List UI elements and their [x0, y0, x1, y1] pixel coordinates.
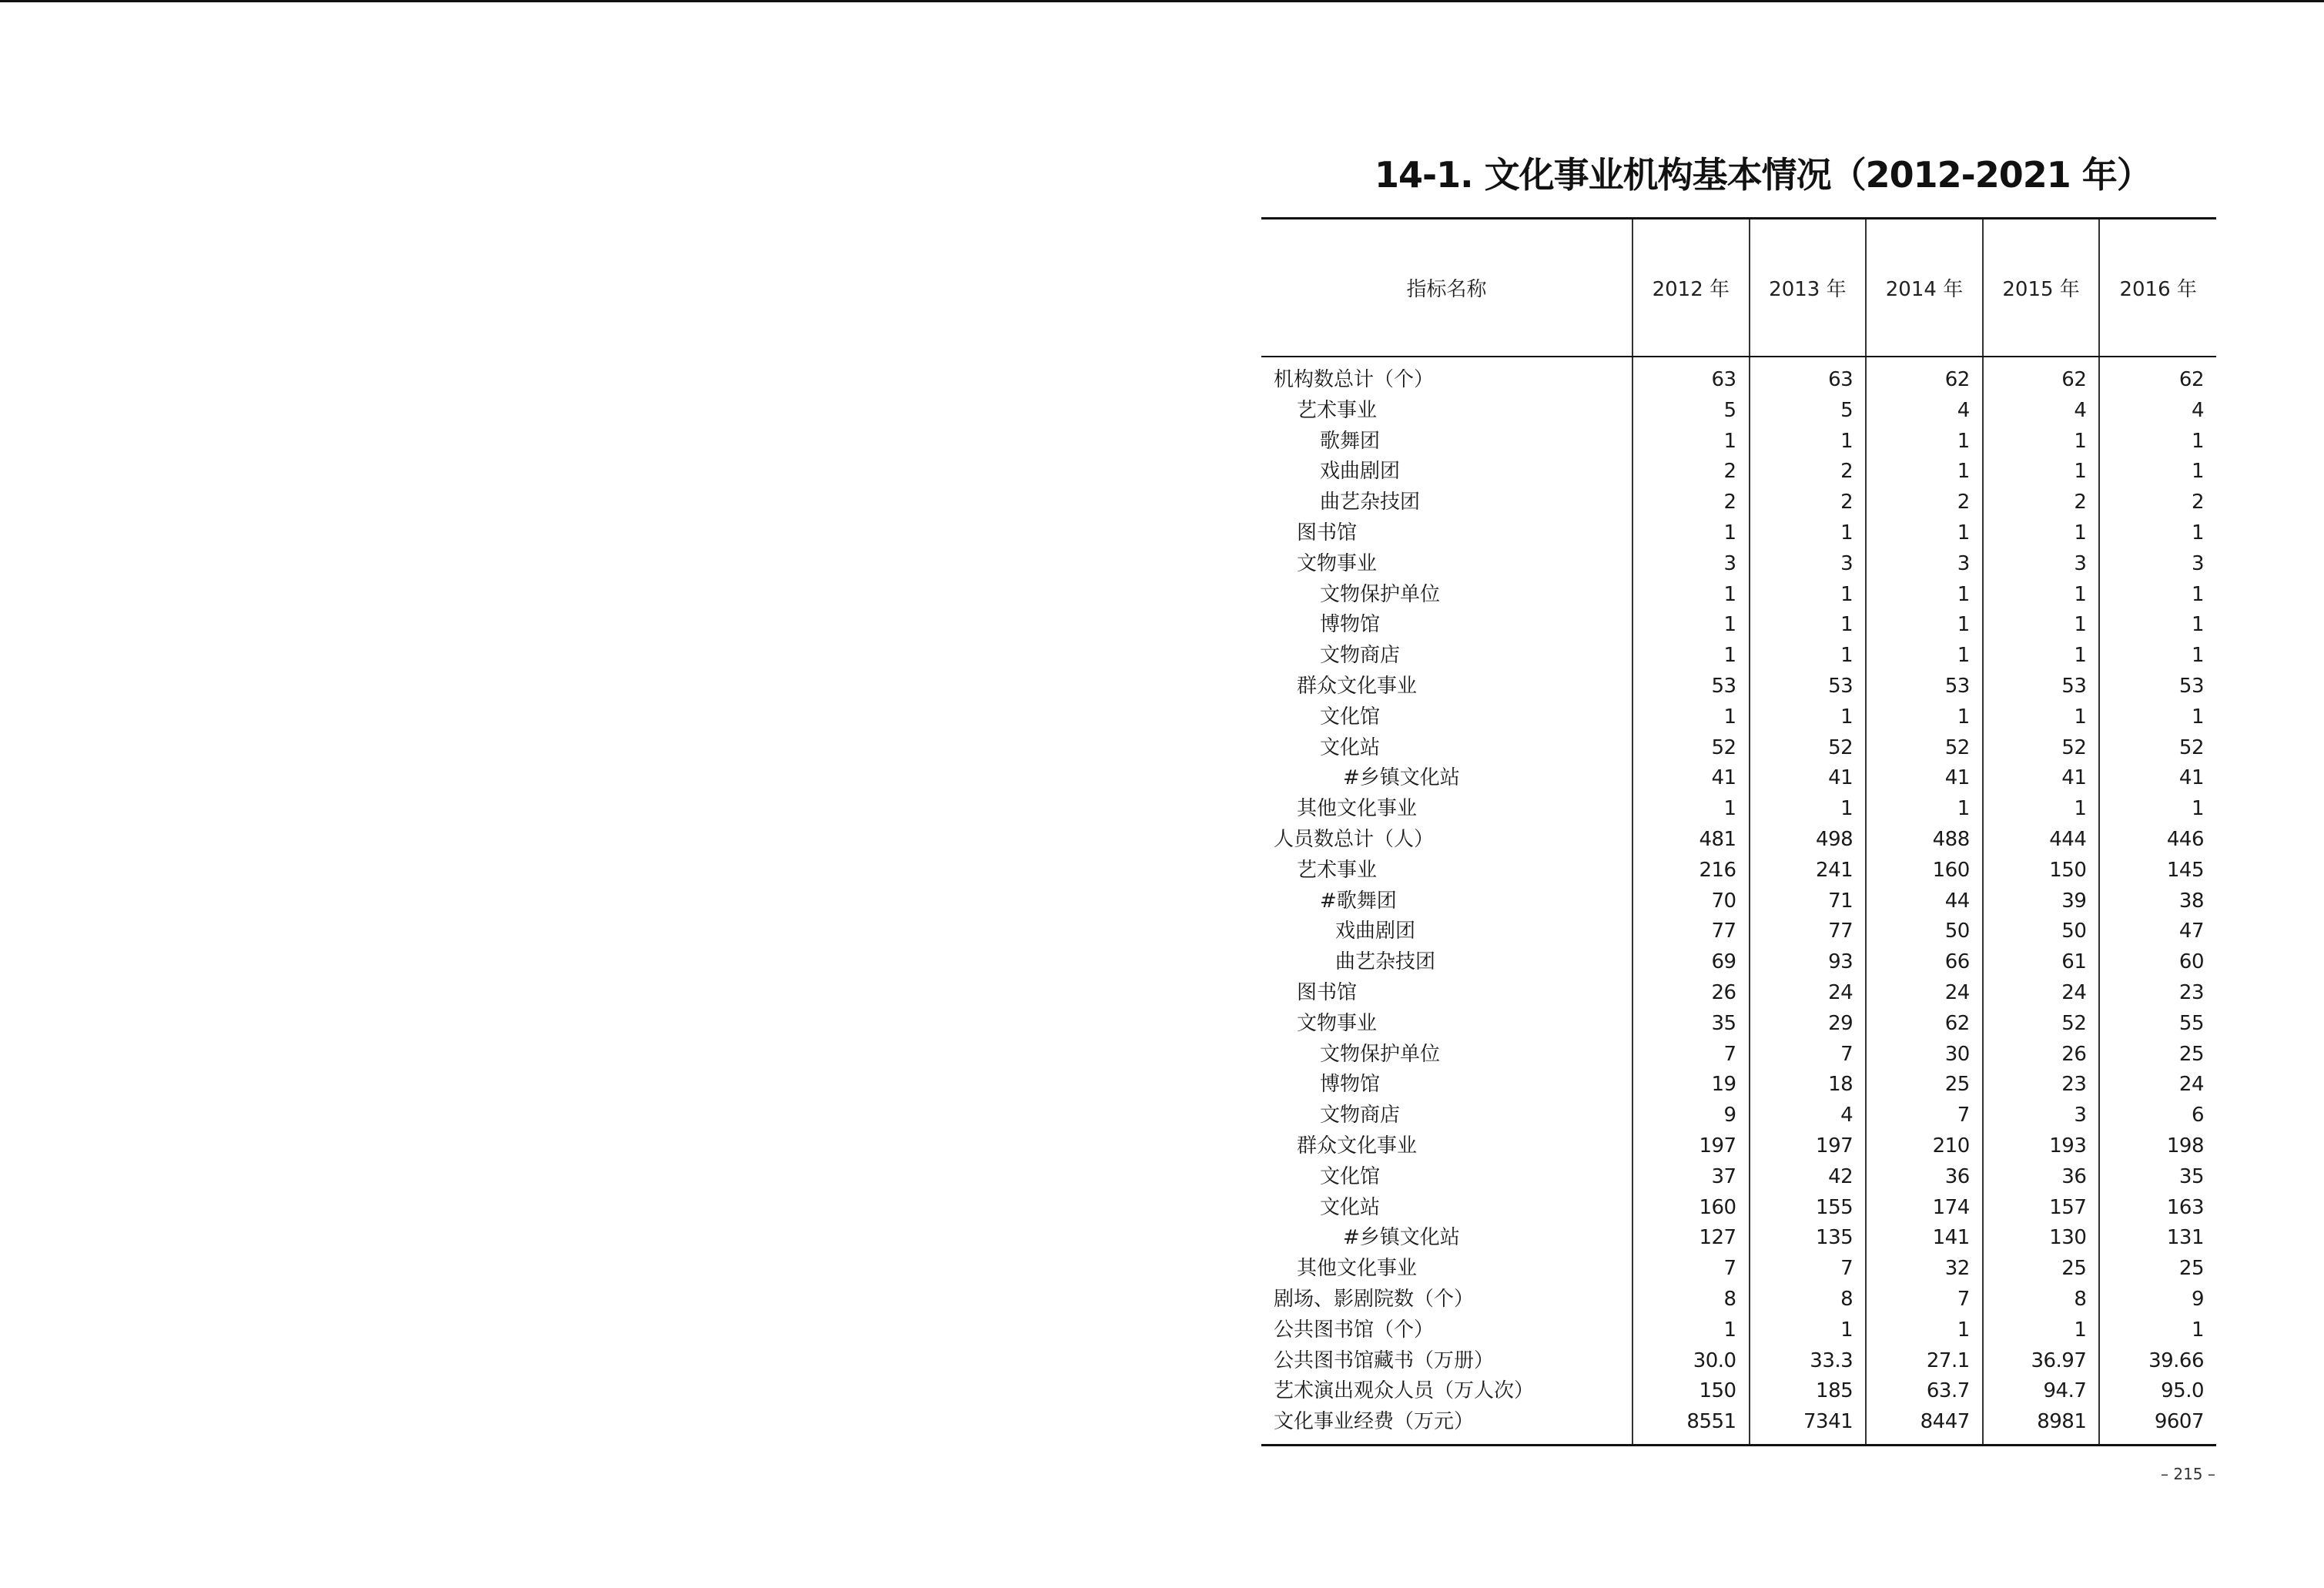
cell-value: 77: [1632, 916, 1750, 947]
cell-value: 23: [2099, 978, 2216, 1009]
cell-value: 24: [1866, 978, 1983, 1009]
statistics-table: [1261, 217, 2216, 1446]
cell-value: 39: [1983, 886, 2100, 917]
cell-value: 24: [1983, 978, 2100, 1009]
cell-value: 498: [1750, 825, 1867, 856]
cell-value: 1: [1632, 580, 1750, 611]
cell-value: 6: [2099, 1101, 2216, 1131]
cell-value: 2: [2099, 487, 2216, 518]
header-year: 2012 年: [1632, 219, 1750, 357]
cell-value: 63.7: [1866, 1376, 1983, 1407]
cell-value: 7: [1750, 1040, 1867, 1070]
cell-value: 26: [1983, 1040, 2100, 1070]
table-row: [1261, 610, 2216, 641]
cell-value: 41: [1750, 763, 1867, 794]
cell-value: 53: [1632, 672, 1750, 702]
cell-value: 131: [2099, 1223, 2216, 1254]
cell-value: 8981: [1983, 1407, 2100, 1445]
cell-value: 7: [1866, 1101, 1983, 1131]
cell-value: 1: [1750, 1315, 1867, 1346]
row-label: 文化馆: [1320, 705, 1381, 729]
header-indicator-name: 指标名称: [1261, 219, 1632, 357]
cell-value: 4: [1750, 1101, 1867, 1131]
row-label: 文物商店: [1320, 644, 1401, 668]
cell-value: 1: [1750, 641, 1867, 672]
cell-value: 53: [2099, 672, 2216, 702]
row-label: 公共图书馆（个）: [1274, 1318, 1435, 1342]
cell-value: 50: [1983, 916, 2100, 947]
table-row: [1261, 1254, 2216, 1285]
cell-value: 141: [1866, 1223, 1983, 1254]
cell-value: 63: [1632, 357, 1750, 396]
table-body: [1261, 357, 2216, 1445]
page-title: 14-1. 文化事业机构基本情况（2012-2021 年）: [1375, 153, 2152, 196]
cell-value: 193: [1983, 1131, 2100, 1162]
table-row: [1261, 1070, 2216, 1101]
cell-value: 216: [1632, 856, 1750, 886]
cell-value: 1: [1632, 702, 1750, 733]
table-row: [1261, 1131, 2216, 1162]
cell-value: 3: [1983, 549, 2100, 580]
table-row: [1261, 641, 2216, 672]
row-label: 其他文化事业: [1297, 1257, 1418, 1281]
cell-value: 8447: [1866, 1407, 1983, 1445]
row-label: 机构数总计（个）: [1274, 368, 1435, 391]
table-row: [1261, 886, 2216, 917]
cell-value: 1: [2099, 610, 2216, 641]
cell-value: 1: [1632, 427, 1750, 457]
cell-value: 35: [1632, 1009, 1750, 1040]
cell-value: 2: [1866, 487, 1983, 518]
row-label: #歌舞团: [1320, 889, 1397, 913]
row-label: 曲艺杂技团: [1320, 491, 1421, 514]
cell-value: 2: [1632, 457, 1750, 487]
cell-value: 1: [1866, 1315, 1983, 1346]
cell-value: 9: [2099, 1285, 2216, 1315]
cell-value: 37: [1632, 1162, 1750, 1193]
cell-value: 1: [1983, 427, 2100, 457]
cell-value: 1: [2099, 457, 2216, 487]
cell-value: 18: [1750, 1070, 1867, 1101]
cell-value: 41: [1632, 763, 1750, 794]
table-row: [1261, 549, 2216, 580]
cell-value: 150: [1983, 856, 2100, 886]
cell-value: 1: [2099, 427, 2216, 457]
cell-value: 30.0: [1632, 1346, 1750, 1377]
table-row: [1261, 357, 2216, 396]
row-label: 戏曲剧团: [1335, 920, 1416, 943]
table-row: [1261, 1285, 2216, 1315]
cell-value: 70: [1632, 886, 1750, 917]
cell-value: 39.66: [2099, 1346, 2216, 1377]
cell-value: 1: [1750, 610, 1867, 641]
cell-value: 44: [1866, 886, 1983, 917]
cell-value: 1: [1983, 702, 2100, 733]
header-year: 2015 年: [1983, 219, 2100, 357]
cell-value: 19: [1632, 1070, 1750, 1101]
table-row: [1261, 1162, 2216, 1193]
cell-value: 38: [2099, 886, 2216, 917]
row-label: 人员数总计（人）: [1274, 827, 1435, 851]
cell-value: 47: [2099, 916, 2216, 947]
cell-value: 24: [2099, 1070, 2216, 1101]
table-row: [1261, 396, 2216, 427]
cell-value: 1: [1983, 580, 2100, 611]
cell-value: 1: [1750, 518, 1867, 549]
table-row: [1261, 672, 2216, 702]
row-label: 文物事业: [1297, 1011, 1378, 1035]
cell-value: 3: [1866, 549, 1983, 580]
cell-value: 1: [1750, 580, 1867, 611]
cell-value: 53: [1983, 672, 2100, 702]
cell-value: 7: [1866, 1285, 1983, 1315]
cell-value: 9: [1632, 1101, 1750, 1131]
row-label: 博物馆: [1320, 613, 1381, 637]
table-row: [1261, 457, 2216, 487]
cell-value: 2: [1983, 487, 2100, 518]
cell-value: 7: [1632, 1040, 1750, 1070]
cell-value: 27.1: [1866, 1346, 1983, 1377]
cell-value: 32: [1866, 1254, 1983, 1285]
row-label: 文化站: [1320, 735, 1381, 759]
cell-value: 198: [2099, 1131, 2216, 1162]
cell-value: 1: [1866, 427, 1983, 457]
cell-value: 1: [1983, 518, 2100, 549]
table-row: [1261, 825, 2216, 856]
cell-value: 94.7: [1983, 1376, 2100, 1407]
table-row: [1261, 427, 2216, 457]
cell-value: 1: [2099, 641, 2216, 672]
cell-value: 4: [1866, 396, 1983, 427]
cell-value: 488: [1866, 825, 1983, 856]
cell-value: 53: [1866, 672, 1983, 702]
table-row: [1261, 947, 2216, 978]
cell-value: 7: [1750, 1254, 1867, 1285]
cell-value: 62: [1866, 1009, 1983, 1040]
cell-value: 7: [1632, 1254, 1750, 1285]
table-row: [1261, 856, 2216, 886]
cell-value: 150: [1632, 1376, 1750, 1407]
cell-value: 4: [2099, 396, 2216, 427]
cell-value: 25: [2099, 1254, 2216, 1285]
row-label: 文化事业经费（万元）: [1274, 1410, 1475, 1434]
cell-value: 36.97: [1983, 1346, 2100, 1377]
table-row: [1261, 580, 2216, 611]
cell-value: 1: [2099, 794, 2216, 825]
cell-value: 50: [1866, 916, 1983, 947]
cell-value: 241: [1750, 856, 1867, 886]
table-row: [1261, 1407, 2216, 1445]
table-header-row: [1261, 219, 2216, 357]
cell-value: 1: [1866, 702, 1983, 733]
cell-value: 52: [1632, 733, 1750, 764]
cell-value: 1: [1750, 427, 1867, 457]
cell-value: 71: [1750, 886, 1867, 917]
row-label: 曲艺杂技团: [1335, 950, 1436, 974]
cell-value: 25: [1866, 1070, 1983, 1101]
cell-value: 36: [1983, 1162, 2100, 1193]
cell-value: 61: [1983, 947, 2100, 978]
statistics-table-container: [1261, 217, 2216, 1446]
cell-value: 35: [2099, 1162, 2216, 1193]
cell-value: 25: [2099, 1040, 2216, 1070]
cell-value: 1: [1750, 702, 1867, 733]
cell-value: 41: [2099, 763, 2216, 794]
row-label: 群众文化事业: [1297, 674, 1418, 698]
cell-value: 8: [1983, 1285, 2100, 1315]
cell-value: 197: [1750, 1131, 1867, 1162]
top-border-rule: [0, 0, 2324, 2]
row-label: 文物商店: [1320, 1104, 1401, 1127]
table-row: [1261, 518, 2216, 549]
cell-value: 1: [1866, 610, 1983, 641]
row-label: 文物保护单位: [1320, 1042, 1441, 1066]
cell-value: 160: [1632, 1193, 1750, 1224]
cell-value: 23: [1983, 1070, 2100, 1101]
cell-value: 26: [1632, 978, 1750, 1009]
cell-value: 210: [1866, 1131, 1983, 1162]
row-label: 群众文化事业: [1297, 1134, 1418, 1157]
cell-value: 4: [1983, 396, 2100, 427]
row-label: 剧场、影剧院数（个）: [1274, 1287, 1475, 1311]
cell-value: 66: [1866, 947, 1983, 978]
cell-value: 2: [1632, 487, 1750, 518]
cell-value: 55: [2099, 1009, 2216, 1040]
table-row: [1261, 1193, 2216, 1224]
cell-value: 24: [1750, 978, 1867, 1009]
cell-value: 135: [1750, 1223, 1867, 1254]
table-row: [1261, 1346, 2216, 1377]
header-year: 2013 年: [1750, 219, 1867, 357]
cell-value: 1: [2099, 1315, 2216, 1346]
row-label: 图书馆: [1297, 980, 1358, 1004]
cell-value: 1: [1866, 518, 1983, 549]
cell-value: 60: [2099, 947, 2216, 978]
cell-value: 8: [1632, 1285, 1750, 1315]
cell-value: 157: [1983, 1193, 2100, 1224]
cell-value: 3: [1750, 549, 1867, 580]
cell-value: 1: [1632, 794, 1750, 825]
cell-value: 62: [1866, 357, 1983, 396]
row-label: 文化站: [1320, 1195, 1381, 1219]
cell-value: 52: [2099, 733, 2216, 764]
table-row: [1261, 916, 2216, 947]
row-label: 艺术事业: [1297, 858, 1378, 882]
cell-value: 5: [1632, 396, 1750, 427]
cell-value: 41: [1983, 763, 2100, 794]
cell-value: 69: [1632, 947, 1750, 978]
cell-value: 1: [1983, 794, 2100, 825]
cell-value: 174: [1866, 1193, 1983, 1224]
cell-value: 52: [1866, 733, 1983, 764]
row-label: 艺术演出观众人员（万人次）: [1274, 1379, 1535, 1403]
cell-value: 1: [1866, 641, 1983, 672]
row-label: #乡镇文化站: [1343, 1226, 1460, 1250]
cell-value: 52: [1983, 1009, 2100, 1040]
row-label: 文物保护单位: [1320, 582, 1441, 606]
cell-value: 1: [1983, 1315, 2100, 1346]
row-label: #乡镇文化站: [1343, 766, 1460, 790]
cell-value: 1: [1983, 457, 2100, 487]
cell-value: 1: [1632, 641, 1750, 672]
row-label: 文化馆: [1320, 1164, 1381, 1188]
cell-value: 95.0: [2099, 1376, 2216, 1407]
cell-value: 42: [1750, 1162, 1867, 1193]
row-label: 戏曲剧团: [1320, 460, 1401, 484]
cell-value: 2: [1750, 487, 1867, 518]
table-row: [1261, 733, 2216, 764]
cell-value: 1: [1632, 1315, 1750, 1346]
row-label: 歌舞团: [1320, 429, 1381, 453]
header-year: 2016 年: [2099, 219, 2216, 357]
cell-value: 1: [1983, 641, 2100, 672]
row-label: 图书馆: [1297, 521, 1358, 544]
cell-value: 93: [1750, 947, 1867, 978]
row-label: 其他文化事业: [1297, 797, 1418, 821]
cell-value: 25: [1983, 1254, 2100, 1285]
cell-value: 155: [1750, 1193, 1867, 1224]
row-label: 公共图书馆藏书（万册）: [1274, 1348, 1495, 1372]
cell-value: 1: [1750, 794, 1867, 825]
table-row: [1261, 1009, 2216, 1040]
table-row: [1261, 763, 2216, 794]
cell-value: 127: [1632, 1223, 1750, 1254]
cell-value: 1: [1632, 518, 1750, 549]
row-label: 博物馆: [1320, 1073, 1381, 1097]
cell-value: 7341: [1750, 1407, 1867, 1445]
cell-value: 160: [1866, 856, 1983, 886]
row-label: 文物事业: [1297, 551, 1378, 575]
cell-value: 52: [1750, 733, 1867, 764]
cell-value: 1: [2099, 518, 2216, 549]
cell-value: 2: [1750, 457, 1867, 487]
cell-value: 1: [1632, 610, 1750, 641]
cell-value: 62: [2099, 357, 2216, 396]
header-year: 2014 年: [1866, 219, 1983, 357]
cell-value: 1: [2099, 580, 2216, 611]
cell-value: 481: [1632, 825, 1750, 856]
cell-value: 63: [1750, 357, 1867, 396]
cell-value: 185: [1750, 1376, 1867, 1407]
cell-value: 163: [2099, 1193, 2216, 1224]
cell-value: 446: [2099, 825, 2216, 856]
table-row: [1261, 978, 2216, 1009]
cell-value: 1: [2099, 702, 2216, 733]
cell-value: 29: [1750, 1009, 1867, 1040]
cell-value: 30: [1866, 1040, 1983, 1070]
cell-value: 62: [1983, 357, 2100, 396]
cell-value: 1: [1983, 610, 2100, 641]
cell-value: 41: [1866, 763, 1983, 794]
cell-value: 145: [2099, 856, 2216, 886]
cell-value: 9607: [2099, 1407, 2216, 1445]
cell-value: 5: [1750, 396, 1867, 427]
table-row: [1261, 702, 2216, 733]
row-label: 艺术事业: [1297, 398, 1378, 422]
table-row: [1261, 1223, 2216, 1254]
cell-value: 1: [1866, 457, 1983, 487]
cell-value: 444: [1983, 825, 2100, 856]
page-number: – 215 –: [2161, 1465, 2215, 1483]
table-row: [1261, 794, 2216, 825]
cell-value: 130: [1983, 1223, 2100, 1254]
table-row: [1261, 1315, 2216, 1346]
cell-value: 3: [1632, 549, 1750, 580]
cell-value: 8: [1750, 1285, 1867, 1315]
cell-value: 53: [1750, 672, 1867, 702]
cell-value: 1: [1866, 794, 1983, 825]
cell-value: 52: [1983, 733, 2100, 764]
table-row: [1261, 1376, 2216, 1407]
table-row: [1261, 1101, 2216, 1131]
cell-value: 77: [1750, 916, 1867, 947]
cell-value: 1: [1866, 580, 1983, 611]
table-row: [1261, 1040, 2216, 1070]
cell-value: 3: [1983, 1101, 2100, 1131]
table-row: [1261, 487, 2216, 518]
cell-value: 197: [1632, 1131, 1750, 1162]
cell-value: 36: [1866, 1162, 1983, 1193]
cell-value: 8551: [1632, 1407, 1750, 1445]
cell-value: 33.3: [1750, 1346, 1867, 1377]
cell-value: 3: [2099, 549, 2216, 580]
